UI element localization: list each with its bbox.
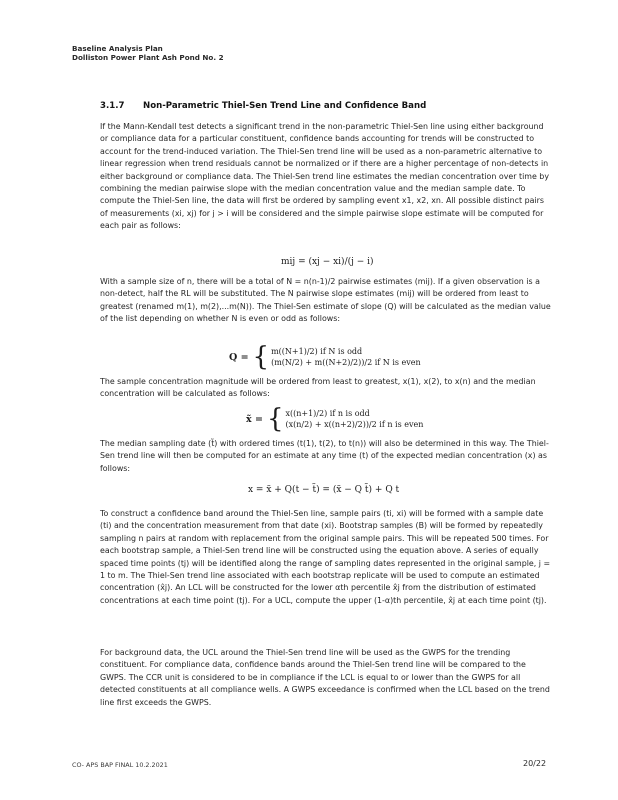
median-concentration-odd-case: x((n+1)/2) if n is odd: [285, 409, 370, 418]
median-concentration-lhs: x̃ =: [246, 413, 263, 425]
paragraph-1: If the Mann-Kendall test detects a significant trend in the non-parametric Thiel-Sen line using either background or compliance data for a particular constituent, confidence bands accounting for trends will be constructed to account for the trend-induced variation. The Thiel-Sen trend line will be used as a non-parametric alternative to linear regression when trend residuals cannot be normalized or if there are a higher percentage of non-detects in either background or compliance data. The Thiel-Sen trend line estimates the median concentration over time by combining the median pairwise slope with the median concentration value and the median sample date. To compute the Thiel-Sen line, the data will first be ordered by sampling event x1, x2, xn. All possible distinct pairs of measurements (xi, xj) for j > i will be considered and the simple pairwise slope estimate will be computed for each pair as follows:: [100, 122, 549, 231]
median-slope-even-case: (m(N/2) + m((N+2)/2))/2 if N is even: [271, 358, 421, 367]
median-concentration-even-case: (x(n/2) + x((n+2)/2))/2 if n is even: [285, 420, 424, 429]
median-slope-odd-case: m((N+1)/2) if N is odd: [271, 347, 363, 356]
median-slope-lhs: Q =: [229, 351, 249, 363]
footer-document-id: CO- APS BAP FINAL 10.2.2021: [72, 761, 168, 769]
section-title: Non-Parametric Thiel-Sen Trend Line and Confidence Band: [143, 101, 427, 111]
paragraph-5: To construct a confidence band around the Thiel-Sen line, sample pairs (ti, xi) will be formed with a sample date (ti) and the concentration measurement from that date (xi). Bootstrap samples (B) will be formed by repeatedly sampling n pairs at random with replacement from the original sample pairs. This will be repeated 500 times. For each bootstrap sample, a Thiel-Sen trend line will be constructed using the equation above. A series of equally spaced time points (tj) will be identified along the range of sampling dates represented in the original sample, j = 1 to m. The Thiel-Sen trend line associated with each bootstrap replicate will be used to compute an estimated concentration (x̂j). An LCL will be constructed for the lower αth percentile x̂j from the distribution of estimated concentrations at each time point (tj). For a UCL, compute the upper (1-α)th percentile, x̂j at each time point (tj).: [100, 509, 551, 605]
brace-symbol: {: [252, 342, 270, 372]
footer-page-number: 20/22: [523, 759, 547, 768]
median-concentration-equation: [246, 406, 423, 432]
section-number: 3.1.7: [100, 101, 125, 111]
section-heading: [100, 101, 426, 111]
median-slope-equation: [229, 344, 421, 370]
paragraph-4: The median sampling date (t̃) with ordered times (t(1), t(2), to t(n)) will also be determined in this way. The Thiel-Sen trend line will then be computed for an estimate at any time (t) of the expected median concentration (x) as follows:: [100, 439, 549, 473]
header-line-2: Dolliston Power Plant Ash Pond No. 2: [72, 53, 224, 62]
pairwise-slope-equation: mij = (xj − xi)/(j − i): [281, 257, 374, 267]
document-header: [72, 44, 224, 62]
header-line-1: Baseline Analysis Plan: [72, 44, 163, 53]
paragraph-6: For background data, the UCL around the Thiel-Sen trend line will be used as the GWPS for the trending constituent. For compliance data, confidence bands around the Thiel-Sen trend line will be compared to the GWPS. The CCR unit is considered to be in compliance if the LCL is equal to or lower than the GWPS for all detected constituents at all compliance wells. A GWPS exceedance is confirmed when the LCL based on the trend line first exceeds the GWPS.: [100, 648, 550, 707]
trend-line-equation: x = x̃ + Q(t − t̃) = (x̃ − Q t̃) + Q t: [248, 485, 400, 495]
paragraph-2: With a sample size of n, there will be a total of N = n(n-1)/2 pairwise estimates (mij). If a given observation is a non-detect, half the RL will be substituted. The N pairwise slope estimates (mij) will be ordered from least to greatest (renamed m(1), m(2),...m(N)). The Thiel-Sen estimate of slope (Q) will be calculated as the median value of the list depending on whether N is even or odd as follows:: [100, 277, 551, 324]
brace-symbol: {: [266, 404, 284, 434]
paragraph-3: The sample concentration magnitude will be ordered from least to greatest, x(1), x(2), to x(n) and the median concentration will be calculated as follows:: [100, 377, 536, 399]
